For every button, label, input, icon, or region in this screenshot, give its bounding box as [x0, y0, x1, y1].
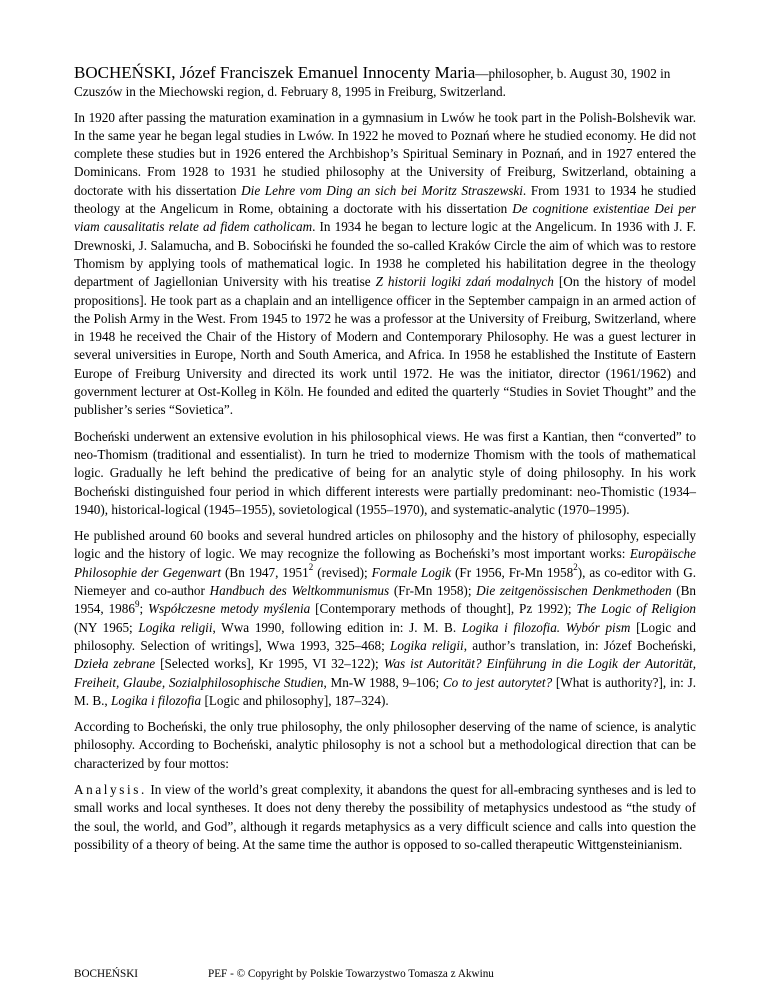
text: In 1920 after passing the maturation examination in a gymnasium in Lwów he took part in the Polish-Bolshevik war. In the same year he began legal studies in Lwów. In 1922 he moved to Poznań where he studied economy. He did not complete these studies but in 1926 entered the Archbishop’s Spiritual Seminary in Poznań, and in 1927 entered the Dominicans. From 1928 to 1931 he studied philosophy at the University of Freiburg, Switzerland, obtaining a doctorate with his dissertation — [74, 109, 696, 198]
text: [What is authority?], in: J. M. B., — [74, 674, 696, 708]
title: Dzieła zebrane — [74, 656, 156, 672]
text: (Fr 1956, Fr-Mn 1958 — [451, 564, 574, 580]
title: Formale Logik — [371, 564, 452, 580]
text: . In 1934 he began to lecture logic at the Angelicum. In 1936 with J. F. Drewnoski, J. Salamucha, and B. Sobociński he founded the so-called Kraków Circle the aim of which was to restore Thomism by applying tools of mathematical logic. In 1938 he completed his habilitation degree in the theology department of Jagiellonian University with his treatise — [74, 219, 696, 290]
title: Logika religii — [390, 637, 464, 653]
text: [On the history of model propositions]. He took part as a chaplain and an intelligence officer in the September campaign in an armed action of the Polish Army in the West. From 1945 to 1972 he was a professor at the University of Freiburg, Switzerland, where in 1948 he received the Chair of the History of Modern and Contemporary Philosophy. He was a guest lecturer in several universities in Europe, North and South America, and Africa. In 1958 he established the Institute of Eastern Europe of Freiburg University and directed its work until 1972. He was the initiator, director (1961/1962) and government lecturer at Ost-Kolleg in Köln. He founded and edited the quarterly “Studies in Soviet Thought” and the publisher’s series “Sovietica”. — [74, 274, 697, 418]
text: , author’s translation, in: Józef Bocheński, — [463, 637, 697, 653]
title: Z historii logiki zdań modalnych — [375, 274, 554, 290]
title: Logika i filozofia. Wybór pism — [461, 619, 631, 635]
text: He published around 60 books and several hundred articles on philosophy and the history of philosophy, especially logic and the history of logic. We may recognize the following as Bocheński’s most important works: — [74, 528, 696, 562]
text: [Logic and philosophy. Selection of writings], Wwa 1993, 325–468; — [74, 619, 696, 653]
title: Handbuch des Weltkommunismus — [209, 583, 390, 599]
entry-heading — [74, 64, 696, 102]
text: , Wwa 1990, following edition in: J. M. B. — [212, 619, 462, 635]
text: [Contemporary methods of thought], Pz 1992); — [310, 601, 577, 617]
text: [Selected works], Kr 1995, VI 32–122); — [155, 656, 384, 672]
title: Co to jest autorytet? — [442, 674, 553, 690]
paragraph-biography — [74, 109, 696, 420]
text: In view of the world’s great complexity, it abandons the quest for all-embracing syntheses and is led to small works and local syntheses. It does not deny thereby the possibility of metaphysics undestood as “the study of the soul, the world, and God”, although it regards metaphysics as a very difficult science and calls into question the possibility of a theory of being. At the same time the author is opposed to so-called therapeutic Wittgensteinianism. — [74, 781, 696, 852]
paragraph-evolution: Bocheński underwent an extensive evolution in his philosophical views. He was first a Kantian, then “converted” to neo-Thomism (traditional and essentialist). In turn he tried to modernize Thomism with the tools of mathematical logic. Gradually he left behind the predicative of being for an analytic style of doing philosophy. In his work Bocheński distinguished four period in which different interests were partially predominant: neo-Thomistic (1934–1940), historical-logical (1945–1955), sovietological (1955–1970), and systematic-analytic (1970–1995). — [74, 428, 696, 517]
entry-name: BOCHEŃSKI, Józef Franciszek Emanuel Innocenty Maria — [74, 63, 476, 82]
text: (Bn 1954, 1986 — [74, 583, 697, 617]
text: (Fr-Mn 1958); — [389, 583, 477, 599]
text: (NY 1965; — [74, 619, 139, 635]
text: . From 1931 to 1934 he studied theology at the Angelicum in Rome, obtaining a doctorate with his dissertation — [74, 182, 696, 217]
text: , Mn-W 1988, 9–106; — [323, 674, 443, 690]
title: Was ist Autorität? Einführung in die Logik der Autorität, Freiheit, Glaube, Sozialphilosophische Studien — [74, 656, 696, 690]
edition-superscript: 9 — [134, 598, 140, 609]
title: Die zeitgenössischen Denkmethoden — [476, 583, 672, 599]
entry-dates: —philosopher, b. August 30, 1902 in Czuszów in the Miechowski region, d. February 8, 1995 in Freiburg, Switzerland. — [74, 66, 671, 100]
text: (Bn 1947, 1951 — [221, 564, 309, 580]
title: De cognitione existentiae Dei per viam causalitatis relate ad fidem catholicam — [74, 201, 696, 235]
title: Logika i filozofia — [111, 692, 202, 708]
title: Europäische Philosophie der Gegenwart — [74, 546, 696, 580]
paragraph-works — [74, 527, 696, 710]
paragraph-analytic: According to Bocheński, the only true philosophy, the only philosopher deserving of the name of science, is analytic philosophy. According to Bocheński, analytic philosophy is not a school but a methodological direction that can be characterized by four mottos: — [74, 719, 696, 771]
title: Współczesne metody myślenia — [148, 601, 311, 617]
article — [74, 64, 696, 862]
page-footer — [74, 968, 696, 980]
footer-entry-name: BOCHEŃSKI — [74, 968, 139, 980]
text: [Logic and philosophy], 187–324). — [201, 692, 389, 708]
title: Die Lehre vom Ding an sich bei Moritz Straszewski — [241, 182, 523, 198]
paragraph-analysis — [74, 781, 696, 854]
footer-copyright: PEF - © Copyright by Polskie Towarzystwo Tomasza z Akwinu — [208, 968, 494, 980]
title: The Logic of Religion — [576, 601, 697, 617]
edition-superscript: 2 — [308, 562, 314, 573]
title: Logika religii — [138, 619, 213, 635]
text: ; — [139, 601, 149, 617]
text: ), as co-editor with G. Niemeyer and co-author — [74, 564, 697, 599]
motto-label: Analysis. — [74, 781, 147, 797]
text: (revised); — [313, 564, 372, 580]
edition-superscript: 2 — [573, 562, 578, 573]
